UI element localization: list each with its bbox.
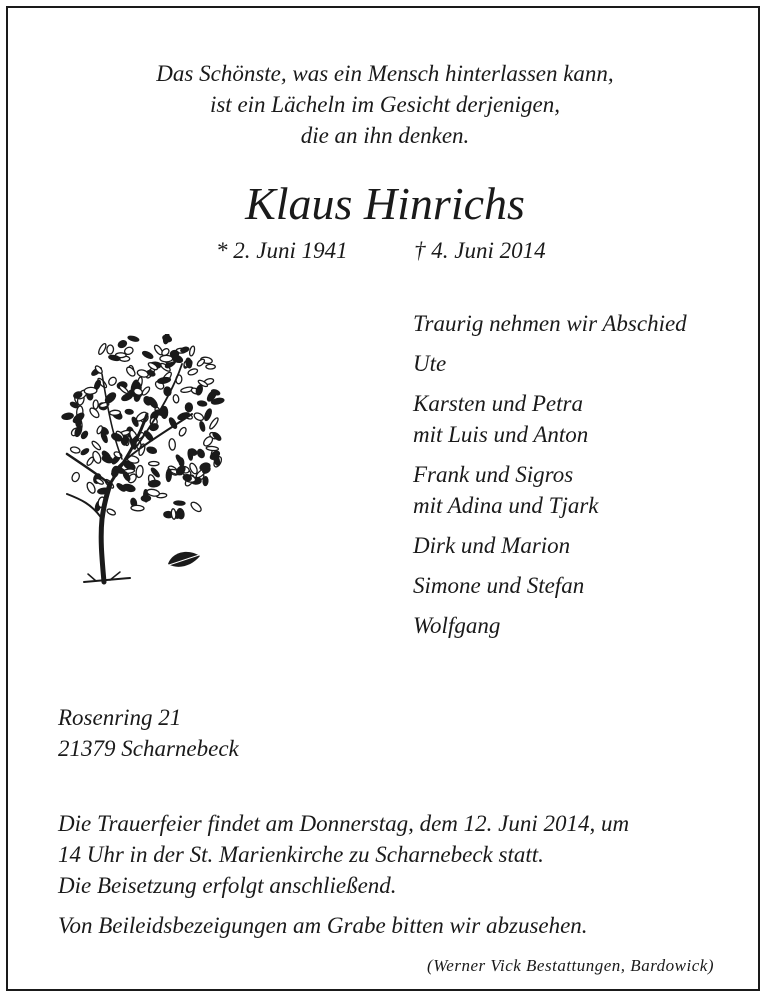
tree-leaf xyxy=(149,462,159,466)
tree-leaf xyxy=(212,431,222,441)
tree-leaf xyxy=(117,339,127,348)
tree-leaf xyxy=(141,495,150,501)
mourner-entry xyxy=(413,308,753,339)
mourner-line: Karsten und Petra xyxy=(413,391,583,416)
death-date: † 4. Juni 2014 xyxy=(414,238,546,263)
tree-leaf xyxy=(206,364,215,369)
mourner-entry xyxy=(413,348,753,379)
mourner-line: mit Luis und Anton xyxy=(413,422,589,447)
tree-leaf xyxy=(187,368,198,376)
undertaker-credit: (Werner Vick Bestattungen, Bardowick) xyxy=(427,956,714,975)
mourner-line: Ute xyxy=(413,351,447,376)
tree-leaf xyxy=(142,350,154,360)
mourner-entry xyxy=(413,388,753,450)
tree-leaf xyxy=(173,394,180,403)
tree-leaf xyxy=(75,416,81,427)
tree-leaf xyxy=(62,412,74,420)
tree-with-falling-leaf-icon xyxy=(52,334,232,590)
mourner-entry xyxy=(413,459,753,521)
quote-line: ist ein Lächeln im Gesicht derjenigen, xyxy=(209,92,561,117)
tree-leaf xyxy=(169,438,176,450)
deceased-name: Klaus Hinrichs xyxy=(245,178,525,229)
tree-leaf xyxy=(93,400,98,409)
tree-leaf xyxy=(189,501,202,514)
tree-leaf xyxy=(70,446,81,454)
birth-date: * 2. Juni 1941 xyxy=(216,238,348,263)
tree-leaf xyxy=(197,400,207,406)
tree-leaf xyxy=(86,456,95,466)
tree-leaf xyxy=(97,343,107,356)
tree-leaf xyxy=(193,411,205,422)
tree-leaf xyxy=(121,392,133,401)
tree-leaf xyxy=(160,355,173,362)
tree-leaf xyxy=(107,376,118,387)
tree-leaf xyxy=(106,508,116,516)
tree-leaf xyxy=(203,477,208,486)
tree-leaf xyxy=(125,409,133,414)
tree-leaf xyxy=(135,465,143,478)
mourner-line: Traurig nehmen wir Abschied xyxy=(413,311,687,336)
tree-leaf xyxy=(84,387,97,394)
tree-leaf xyxy=(91,440,102,451)
tree-leaf xyxy=(178,426,188,437)
address-street: Rosenring 21 xyxy=(58,705,182,730)
tree-leaf xyxy=(206,446,219,451)
tree-leaf xyxy=(185,403,192,412)
tree-leaf xyxy=(195,385,203,396)
tree-leaf xyxy=(147,396,159,409)
tree-leaf xyxy=(157,377,171,385)
tree-leaf xyxy=(196,358,205,367)
mourner-line: Simone und Stefan xyxy=(413,573,585,598)
tree-leaf xyxy=(196,448,206,459)
tree-leaf xyxy=(110,410,121,415)
tree-leaf xyxy=(180,346,189,353)
mourner-line: Frank und Sigros xyxy=(413,462,574,487)
service-line: Die Beisetzung erfolgt anschließend. xyxy=(58,873,397,898)
tree-leaf xyxy=(189,346,196,357)
mourners-list xyxy=(413,308,753,641)
mourner-line: mit Adina und Tjark xyxy=(413,493,599,518)
condolence-request: Von Beileidsbezeigungen am Grabe bitten wir abzusehen. xyxy=(58,913,588,938)
tree-leaf xyxy=(101,455,113,464)
tree-leaf xyxy=(80,448,90,456)
mourner-entry xyxy=(413,530,753,561)
address-block xyxy=(58,702,239,764)
service-line: Die Trauerfeier findet am Donnerstag, dem 12. Juni 2014, um xyxy=(58,811,630,836)
service-line: 14 Uhr in der St. Marienkirche zu Scharnebeck statt. xyxy=(58,842,544,867)
tree-leaf xyxy=(146,446,157,454)
service-details xyxy=(58,808,629,901)
tree-leaf xyxy=(171,509,176,520)
memorial-quote xyxy=(0,58,770,151)
mourner-line: Wolfgang xyxy=(413,613,501,638)
tree-leaf xyxy=(199,421,206,432)
tree-leaf xyxy=(107,345,114,354)
tree-leaf xyxy=(203,408,212,421)
tree-leaf xyxy=(208,417,219,430)
tree-leaf xyxy=(131,505,144,511)
mourner-line: Dirk und Marion xyxy=(413,533,571,558)
quote-line: Das Schönste, was ein Mensch hinterlassen kann, xyxy=(156,61,614,86)
quote-line: die an ihn denken. xyxy=(300,123,470,148)
tree-leaf xyxy=(166,469,172,482)
address-city: 21379 Scharnebeck xyxy=(58,736,239,761)
tree-leaf xyxy=(174,501,185,506)
falling-leaf xyxy=(166,552,202,567)
mourner-entry xyxy=(413,610,753,641)
mourner-entry xyxy=(413,570,753,601)
tree-leaf xyxy=(71,471,81,482)
tree-leaf xyxy=(125,366,137,378)
tree-leaf xyxy=(128,335,140,342)
